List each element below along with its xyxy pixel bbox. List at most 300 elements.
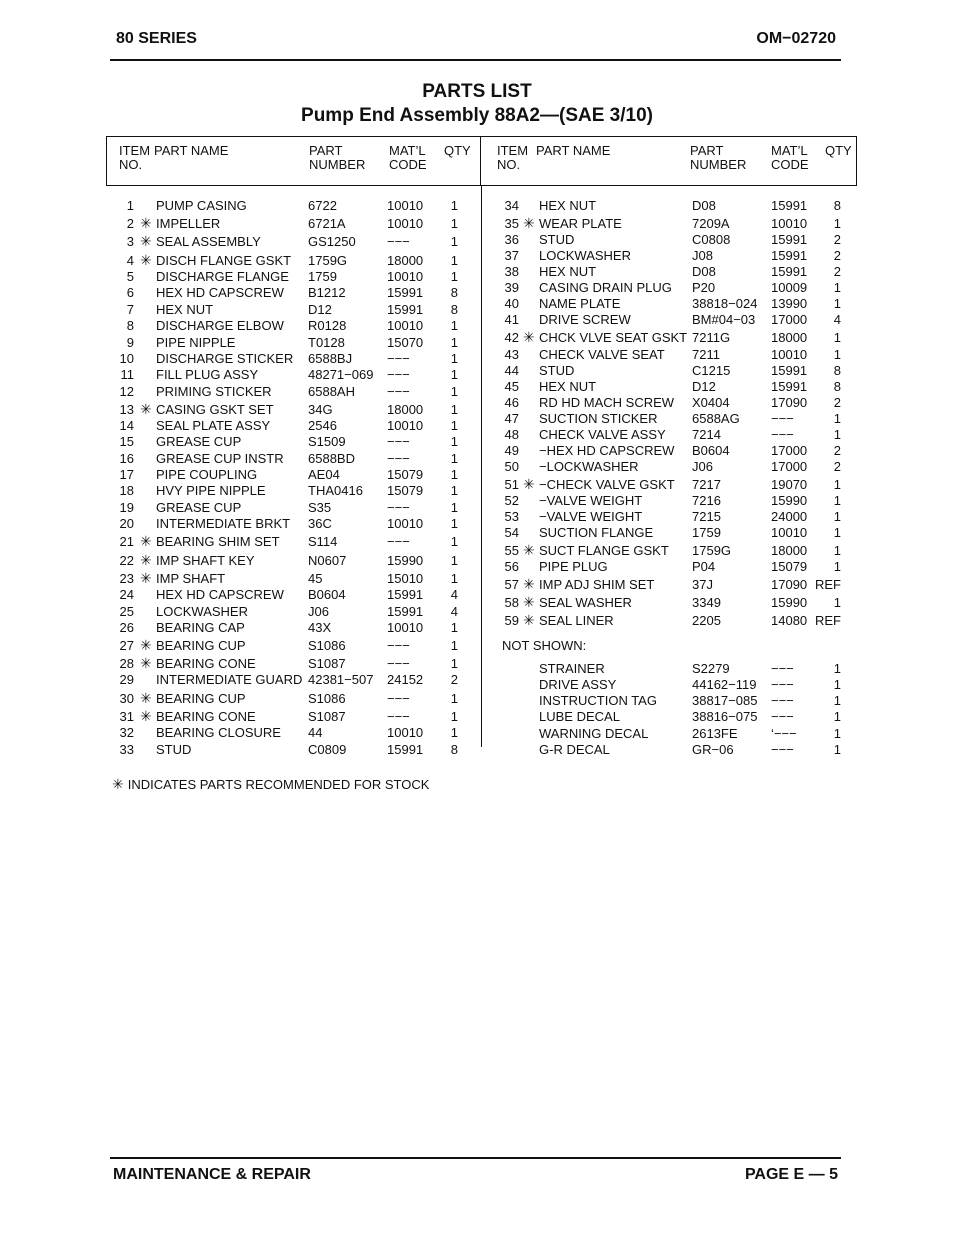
part-name: SEAL WASHER — [539, 595, 632, 610]
qty: 1 — [450, 571, 458, 586]
part-number: 7214 — [692, 427, 721, 442]
matl-code: 15991 — [771, 363, 808, 378]
part-number: 7216 — [692, 493, 721, 508]
item-number: 26 — [119, 620, 134, 635]
part-number: 1759G — [308, 253, 348, 268]
qty: 2 — [450, 672, 458, 687]
item-number: 30 — [119, 691, 134, 706]
part-name: LOCKWASHER — [539, 248, 631, 263]
part-number: 42381−507 — [308, 672, 374, 687]
item-number: 41 — [504, 312, 519, 327]
part-name: CASING GSKT SET — [156, 402, 274, 417]
qty: 1 — [450, 467, 458, 482]
matl-code: 15079 — [387, 467, 424, 482]
table-row — [0, 379, 954, 395]
qty: 1 — [450, 402, 458, 417]
part-number: 38818−024 — [692, 296, 758, 311]
qty: 1 — [450, 351, 458, 366]
part-name: −VALVE WEIGHT — [539, 493, 643, 508]
part-number: 3349 — [692, 595, 721, 610]
part-number: S1086 — [308, 638, 346, 653]
qty: 1 — [450, 367, 458, 382]
part-name: SEAL ASSEMBLY — [156, 234, 261, 249]
part-number: S1509 — [308, 434, 346, 449]
matl-code: 10010 — [387, 725, 424, 740]
qty: 1 — [450, 709, 458, 724]
item-number: 48 — [504, 427, 519, 442]
matl-code: 10010 — [771, 347, 808, 362]
matl-code: −−− — [387, 234, 410, 249]
qty: 1 — [450, 691, 458, 706]
part-name: HEX NUT — [539, 379, 597, 394]
qty: 1 — [450, 725, 458, 740]
item-number: 4 — [126, 253, 134, 268]
part-number: S1086 — [308, 691, 346, 706]
item-number: 15 — [119, 434, 134, 449]
matl-code: 15070 — [387, 335, 424, 350]
item-number: 40 — [504, 296, 519, 311]
matl-code: 15079 — [387, 483, 424, 498]
part-number: 44 — [308, 725, 323, 740]
part-number: 6588BJ — [308, 351, 353, 366]
part-name: SUCTION FLANGE — [539, 525, 654, 540]
table-row — [0, 312, 954, 328]
part-number: 45 — [308, 571, 323, 586]
table-row — [0, 248, 954, 264]
table-row — [0, 613, 954, 629]
part-number: S1087 — [308, 656, 346, 671]
item-number: 13 — [119, 402, 134, 417]
table-row — [0, 347, 954, 363]
part-number: T0128 — [308, 335, 345, 350]
item-number: 39 — [504, 280, 519, 295]
star-icon: ✳ — [523, 215, 535, 231]
part-number: THA0416 — [308, 483, 363, 498]
part-name: HEX NUT — [539, 264, 597, 279]
item-number: 50 — [504, 459, 519, 474]
star-icon: ✳ — [523, 542, 535, 558]
matl-code: 18000 — [387, 402, 424, 417]
part-number: 36C — [308, 516, 332, 531]
qty: 1 — [450, 253, 458, 268]
part-number: 34G — [308, 402, 333, 417]
qty: 1 — [450, 216, 458, 231]
qty: 8 — [450, 302, 458, 317]
part-number: 44162−119 — [692, 677, 757, 692]
matl-code: −−− — [387, 709, 410, 724]
part-name: PRIMING STICKER — [156, 384, 272, 399]
table-row — [0, 264, 954, 280]
qty: 1 — [833, 693, 841, 708]
part-name: G-R DECAL — [539, 742, 610, 757]
qty: 1 — [450, 269, 458, 284]
star-icon: ✳ — [140, 637, 152, 653]
table-row — [0, 443, 954, 459]
part-number: B0604 — [308, 587, 346, 602]
matl-code: 10010 — [387, 418, 424, 433]
part-number: D08 — [692, 264, 716, 279]
part-name: INTERMEDIATE BRKT — [156, 516, 291, 531]
item-number: 18 — [119, 483, 134, 498]
part-number: C1215 — [692, 363, 731, 378]
item-number: 52 — [504, 493, 519, 508]
part-name: SEAL LINER — [539, 613, 614, 628]
table-row — [0, 577, 954, 593]
part-name: HEX HD CAPSCREW — [156, 285, 284, 300]
star-icon: ✳ — [523, 594, 535, 610]
item-number: 7 — [126, 302, 134, 317]
matl-code: 15079 — [771, 559, 808, 574]
part-name: HEX HD CAPSCREW — [156, 587, 284, 602]
part-number: S1087 — [308, 709, 346, 724]
part-name: DISCHARGE STICKER — [156, 351, 294, 366]
matl-code: 15991 — [771, 264, 808, 279]
part-name: RD HD MACH SCREW — [539, 395, 675, 410]
part-name: −VALVE WEIGHT — [539, 509, 643, 524]
part-name: LUBE DECAL — [539, 709, 620, 724]
table-row — [0, 232, 954, 248]
table-row — [0, 559, 954, 575]
footnote-text: INDICATES PARTS RECOMMENDED FOR STOCK — [127, 777, 430, 792]
part-number: 7211 — [692, 347, 720, 362]
item-number: 5 — [126, 269, 134, 284]
part-name: BEARING CONE — [156, 709, 256, 724]
qty: 1 — [450, 638, 458, 653]
table-row — [0, 395, 954, 411]
part-name: DRIVE ASSY — [539, 677, 617, 692]
part-name: SUCT FLANGE GSKT — [539, 543, 669, 558]
qty: 2 — [833, 232, 841, 247]
matl-code: −−− — [387, 638, 410, 653]
matl-code: 17090 — [771, 577, 808, 592]
item-number: 8 — [126, 318, 134, 333]
item-number: 27 — [119, 638, 134, 653]
qty: 8 — [833, 379, 841, 394]
item-number: 29 — [119, 672, 134, 687]
table-row — [0, 709, 954, 725]
matl-code: 17000 — [771, 443, 808, 458]
table-row — [0, 216, 954, 232]
part-name: NAME PLATE — [539, 296, 621, 311]
qty: REF — [815, 577, 841, 592]
part-number: 43X — [308, 620, 332, 635]
item-number: 58 — [504, 595, 519, 610]
part-number: 1759 — [692, 525, 721, 540]
qty: 1 — [450, 335, 458, 350]
qty: 2 — [833, 264, 841, 279]
part-name: PUMP CASING — [156, 198, 247, 213]
col-part-number: PART NUMBER — [309, 143, 366, 172]
matl-code: 10010 — [387, 516, 424, 531]
star-icon: ✳ — [523, 329, 535, 345]
matl-code: −−− — [771, 661, 794, 676]
part-number: 6722 — [308, 198, 337, 213]
qty: 1 — [833, 216, 841, 231]
part-number: 6588BD — [308, 451, 355, 466]
matl-code: 10010 — [387, 198, 424, 213]
page-subtitle: Pump End Assembly 88A2—(SAE 3/10) — [301, 105, 653, 126]
qty: 1 — [833, 726, 841, 741]
matl-code: 10010 — [387, 216, 424, 231]
part-number: D08 — [692, 198, 716, 213]
matl-code: 15991 — [387, 302, 424, 317]
table-row — [0, 477, 954, 493]
part-number: 1759G — [692, 543, 732, 558]
matl-code: −−− — [771, 427, 794, 442]
part-number: 2546 — [308, 418, 337, 433]
part-number: 6721A — [308, 216, 346, 231]
star-icon: ✳ — [140, 552, 152, 568]
matl-code: −−− — [771, 709, 794, 724]
matl-code: −−− — [387, 434, 410, 449]
item-number: 57 — [504, 577, 519, 592]
star-icon: ✳ — [140, 401, 152, 417]
qty: 8 — [450, 285, 458, 300]
matl-code: −−− — [387, 351, 410, 366]
part-name: FILL PLUG ASSY — [156, 367, 259, 382]
part-number: B0604 — [692, 443, 730, 458]
item-number: 54 — [504, 525, 519, 540]
star-icon: ✳ — [523, 476, 535, 492]
qty: 1 — [833, 493, 841, 508]
page-footer-right: PAGE E — 5 — [744, 1166, 838, 1183]
part-number: 38816−075 — [692, 709, 758, 724]
qty: 1 — [450, 451, 458, 466]
col-part-name: PART NAME — [536, 143, 611, 158]
item-number: 17 — [119, 467, 134, 482]
col-item-no: ITEM NO. — [119, 143, 151, 172]
matl-code: 15991 — [771, 248, 808, 263]
qty: 1 — [833, 509, 841, 524]
table-row — [0, 595, 954, 611]
item-number: 12 — [119, 384, 134, 399]
part-number: C0809 — [308, 742, 347, 757]
item-number: 55 — [504, 543, 519, 558]
header-rule — [110, 59, 841, 61]
qty: 2 — [833, 459, 841, 474]
qty: 1 — [450, 620, 458, 635]
table-row — [0, 742, 954, 758]
part-number: AE04 — [308, 467, 340, 482]
qty: 8 — [833, 363, 841, 378]
qty: 1 — [833, 677, 841, 692]
part-name: HEX NUT — [539, 198, 597, 213]
table-row — [0, 296, 954, 312]
part-number: J08 — [692, 248, 713, 263]
part-number: J06 — [308, 604, 329, 619]
part-number: GS1250 — [308, 234, 356, 249]
matl-code: 15991 — [387, 285, 424, 300]
item-number: 56 — [504, 559, 519, 574]
table-row — [0, 493, 954, 509]
part-number: 38817−085 — [692, 693, 758, 708]
matl-code: −−− — [387, 384, 410, 399]
qty: 4 — [450, 604, 458, 619]
part-name: IMP ADJ SHIM SET — [539, 577, 655, 592]
table-row — [0, 638, 954, 654]
part-number: C0808 — [692, 232, 731, 247]
matl-code: −−− — [387, 691, 410, 706]
part-name: WEAR PLATE — [539, 216, 622, 231]
footnote — [112, 776, 429, 793]
item-number: 25 — [119, 604, 134, 619]
matl-code: 17000 — [771, 459, 808, 474]
part-name: PIPE NIPPLE — [156, 335, 236, 350]
matl-code: 10010 — [771, 216, 808, 231]
qty: 1 — [833, 559, 841, 574]
item-number: 34 — [504, 198, 519, 213]
matl-code: 17000 — [771, 312, 808, 327]
part-number: GR−06 — [692, 742, 734, 757]
col-matl-code: MAT’L CODE — [389, 143, 427, 172]
item-number: 47 — [504, 411, 519, 426]
matl-code: 10010 — [387, 269, 424, 284]
part-number: 2205 — [692, 613, 721, 628]
matl-code: 13990 — [771, 296, 808, 311]
table-row — [0, 363, 954, 379]
col-item-no: ITEM NO. — [497, 143, 529, 172]
star-icon: ✳ — [523, 576, 535, 592]
part-name: DISCHARGE ELBOW — [156, 318, 284, 333]
part-number: 7209A — [692, 216, 730, 231]
matl-code: 18000 — [771, 543, 808, 558]
qty: 1 — [833, 347, 841, 362]
part-name: DRIVE SCREW — [539, 312, 631, 327]
item-number: 59 — [504, 613, 519, 628]
matl-code: 15990 — [771, 595, 808, 610]
item-number: 16 — [119, 451, 134, 466]
matl-code: ‘−−− — [771, 726, 797, 741]
qty: 1 — [833, 427, 841, 442]
item-number: 3 — [126, 234, 134, 249]
part-number: D12 — [692, 379, 716, 394]
matl-code: 15991 — [387, 742, 424, 757]
item-number: 6 — [126, 285, 134, 300]
part-number: S114 — [308, 534, 338, 549]
matl-code: 10010 — [387, 318, 424, 333]
footer-rule — [110, 1157, 841, 1159]
qty: 1 — [833, 280, 841, 295]
matl-code: 18000 — [771, 330, 808, 345]
qty: 2 — [833, 443, 841, 458]
matl-code: −−− — [771, 742, 794, 757]
matl-code: 19070 — [771, 477, 808, 492]
qty: 1 — [833, 477, 841, 492]
part-name: GREASE CUP — [156, 500, 242, 515]
part-name: DISCH FLANGE GSKT — [156, 253, 292, 268]
matl-code: 15991 — [387, 587, 424, 602]
part-name: −HEX HD CAPSCREW — [539, 443, 675, 458]
page-header-left: 80 SERIES — [116, 30, 197, 47]
matl-code: −−− — [387, 534, 410, 549]
part-number: 7215 — [692, 509, 721, 524]
table-row — [0, 509, 954, 525]
matl-code: 10009 — [771, 280, 808, 295]
qty: 1 — [833, 543, 841, 558]
star-icon: ✳ — [140, 655, 152, 671]
matl-code: 24000 — [771, 509, 808, 524]
part-number: 48271−069 — [308, 367, 374, 382]
qty: 1 — [450, 553, 458, 568]
part-number: S35 — [308, 500, 332, 515]
part-number: B1212 — [308, 285, 346, 300]
item-number: 31 — [119, 709, 134, 724]
matl-code: 18000 — [387, 253, 424, 268]
qty: 8 — [450, 742, 458, 757]
item-number: 33 — [119, 742, 134, 757]
part-number: 6588AH — [308, 384, 355, 399]
part-number: 1759 — [308, 269, 337, 284]
qty: 4 — [450, 587, 458, 602]
column-header-left — [106, 136, 481, 186]
item-number: 14 — [119, 418, 134, 433]
item-number: 11 — [120, 367, 134, 382]
item-number: 10 — [119, 351, 134, 366]
part-name: BEARING CUP — [156, 638, 246, 653]
star-icon: ✳ — [140, 570, 152, 586]
part-name: BEARING CONE — [156, 656, 256, 671]
item-number: 44 — [504, 363, 519, 378]
table-row — [0, 661, 954, 677]
qty: 1 — [833, 661, 841, 676]
part-name: IMP SHAFT — [156, 571, 226, 586]
qty: 1 — [450, 534, 458, 549]
matl-code: 15991 — [771, 232, 808, 247]
part-name: INTERMEDIATE GUARD — [156, 672, 303, 687]
part-number: 2613FE — [692, 726, 738, 741]
part-number: 37J — [692, 577, 713, 592]
qty: 1 — [450, 656, 458, 671]
qty: 1 — [450, 198, 458, 213]
matl-code: 17090 — [771, 395, 808, 410]
qty: 1 — [833, 411, 841, 426]
qty: 1 — [450, 384, 458, 399]
matl-code: 10010 — [387, 620, 424, 635]
matl-code: 15991 — [771, 379, 808, 394]
table-row — [0, 677, 954, 693]
star-icon: ✳ — [140, 690, 152, 706]
matl-code: −−− — [771, 693, 794, 708]
qty: 1 — [833, 330, 841, 345]
part-name: PIPE PLUG — [539, 559, 608, 574]
item-number: 23 — [119, 571, 134, 586]
part-number: 7211G — [692, 330, 731, 345]
item-number: 53 — [504, 509, 519, 524]
matl-code: 15010 — [387, 571, 424, 586]
table-row — [0, 411, 954, 427]
column-header-right — [481, 136, 857, 186]
matl-code: 15991 — [771, 198, 808, 213]
star-icon: ✳ — [140, 708, 152, 724]
part-number: X0404 — [692, 395, 730, 410]
matl-code: 15990 — [771, 493, 808, 508]
item-number: 20 — [119, 516, 134, 531]
star-icon: ✳ — [140, 233, 152, 249]
table-row — [0, 198, 954, 214]
qty: 1 — [450, 318, 458, 333]
part-name: WARNING DECAL — [539, 726, 649, 741]
table-row — [0, 280, 954, 296]
star-icon: ✳ — [140, 252, 152, 268]
part-name: −LOCKWASHER — [539, 459, 639, 474]
item-number: 19 — [119, 500, 134, 515]
qty: 4 — [833, 312, 841, 327]
part-number: 6588AG — [692, 411, 740, 426]
not-shown-label: NOT SHOWN: — [502, 638, 587, 653]
star-icon: ✳ — [140, 215, 152, 231]
qty: 8 — [833, 198, 841, 213]
item-number: 28 — [119, 656, 134, 671]
